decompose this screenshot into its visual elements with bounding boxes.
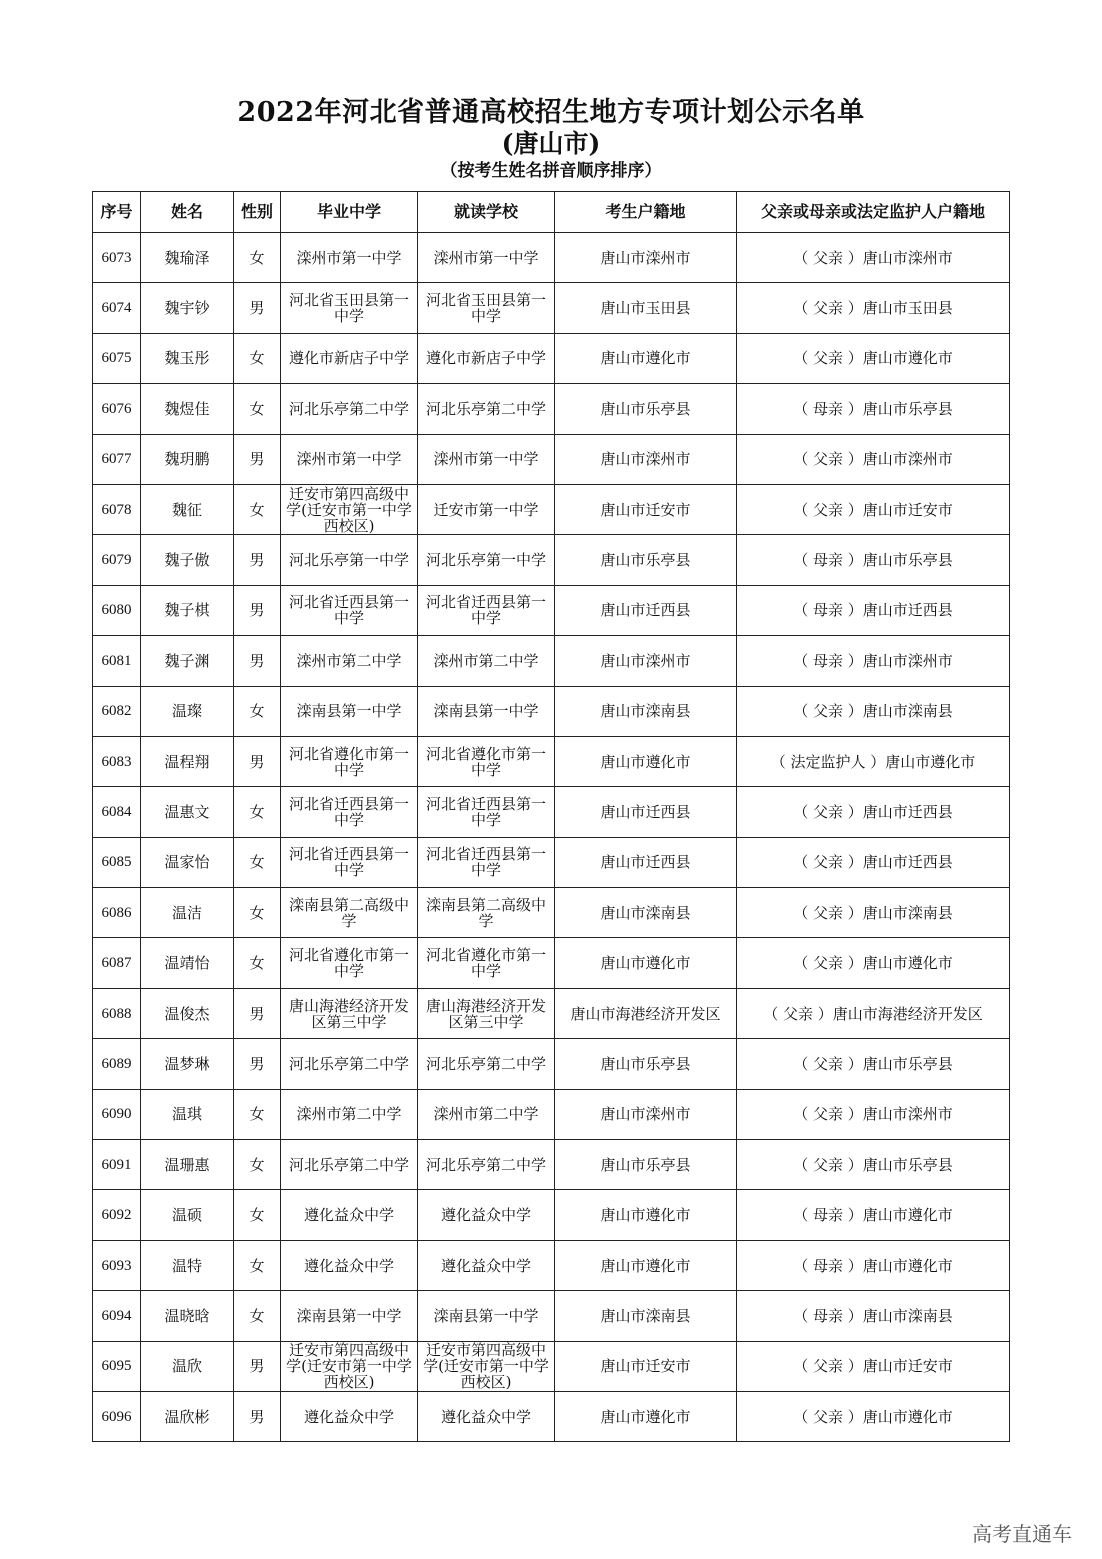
- cell-student-residence: 唐山市乐亭县: [555, 1140, 737, 1190]
- cell-gender: 女: [234, 787, 281, 837]
- cell-current-school: 遵化市新店子中学: [418, 333, 555, 383]
- cell-gender: 女: [234, 233, 281, 283]
- cell-student-residence: 唐山市海港经济开发区: [555, 988, 737, 1038]
- cell-graduation-school: 河北省迁西县第一中学: [281, 585, 418, 635]
- cell-name: 魏子傲: [141, 535, 234, 585]
- cell-guardian-residence: （ 父亲 ）唐山市滦南县: [737, 888, 1010, 938]
- cell-guardian-residence: （ 母亲 ）唐山市乐亭县: [737, 384, 1010, 434]
- table-row: [93, 1140, 1010, 1190]
- cell-index: 6078: [93, 484, 141, 534]
- cell-name: 温靖怡: [141, 938, 234, 988]
- table-row: [93, 837, 1010, 887]
- cell-current-school: 河北省迁西县第一中学: [418, 787, 555, 837]
- cell-student-residence: 唐山市迁安市: [555, 484, 737, 534]
- sort-note: （按考生姓名拼音顺序排序）: [440, 161, 662, 181]
- cell-gender: 女: [234, 938, 281, 988]
- cell-index: 6090: [93, 1089, 141, 1139]
- cell-gender: 女: [234, 1089, 281, 1139]
- cell-index: 6082: [93, 686, 141, 736]
- cell-current-school: 滦州市第一中学: [418, 233, 555, 283]
- cell-student-residence: 唐山市滦州市: [555, 1089, 737, 1139]
- cell-index: 6074: [93, 283, 141, 333]
- cell-graduation-school: 滦南县第一中学: [281, 686, 418, 736]
- cell-guardian-residence: （ 父亲 ）唐山市玉田县: [737, 283, 1010, 333]
- cell-name: 温洁: [141, 888, 234, 938]
- cell-index: 6080: [93, 585, 141, 635]
- cell-graduation-school: 河北省遵化市第一中学: [281, 736, 418, 786]
- cell-gender: 女: [234, 888, 281, 938]
- cell-graduation-school: 河北乐亭第一中学: [281, 535, 418, 585]
- cell-current-school: 遵化益众中学: [418, 1391, 555, 1441]
- cell-graduation-school: 河北省遵化市第一中学: [281, 938, 418, 988]
- cell-current-school: 滦南县第一中学: [418, 686, 555, 736]
- table-row: [93, 686, 1010, 736]
- cell-index: 6093: [93, 1240, 141, 1290]
- cell-guardian-residence: （ 父亲 ）唐山市遵化市: [737, 333, 1010, 383]
- cell-student-residence: 唐山市滦南县: [555, 686, 737, 736]
- cell-graduation-school: 滦南县第一中学: [281, 1291, 418, 1341]
- cell-student-residence: 唐山市乐亭县: [555, 384, 737, 434]
- cell-graduation-school: 河北省迁西县第一中学: [281, 837, 418, 887]
- cell-index: 6079: [93, 535, 141, 585]
- cell-gender: 男: [234, 636, 281, 686]
- cell-graduation-school: 河北省玉田县第一中学: [281, 283, 418, 333]
- cell-name: 温特: [141, 1240, 234, 1290]
- table-row: [93, 988, 1010, 1038]
- cell-guardian-residence: （ 母亲 ）唐山市遵化市: [737, 1240, 1010, 1290]
- cell-current-school: 滦州市第二中学: [418, 636, 555, 686]
- cell-student-residence: 唐山市遵化市: [555, 736, 737, 786]
- cell-index: 6091: [93, 1140, 141, 1190]
- cell-current-school: 河北乐亭第二中学: [418, 1140, 555, 1190]
- watermark-text: 高考直通车: [972, 1522, 1072, 1546]
- cell-index: 6087: [93, 938, 141, 988]
- cell-guardian-residence: （ 父亲 ）唐山市迁安市: [737, 484, 1010, 534]
- cell-student-residence: 唐山市滦州市: [555, 233, 737, 283]
- table-row: [93, 1089, 1010, 1139]
- cell-gender: 男: [234, 1341, 281, 1391]
- cell-name: 魏征: [141, 484, 234, 534]
- column-header-graduation-school: 毕业中学: [281, 192, 418, 233]
- table-row: [93, 1391, 1010, 1441]
- column-header-name: 姓名: [141, 192, 234, 233]
- cell-graduation-school: 滦州市第二中学: [281, 636, 418, 686]
- cell-guardian-residence: （ 父亲 ）唐山市遵化市: [737, 1391, 1010, 1441]
- cell-student-residence: 唐山市遵化市: [555, 1391, 737, 1441]
- table-body: [93, 233, 1010, 1442]
- column-header-student-residence: 考生户籍地: [555, 192, 737, 233]
- cell-name: 温欣彬: [141, 1391, 234, 1441]
- cell-student-residence: 唐山市滦南县: [555, 1291, 737, 1341]
- table-row: [93, 585, 1010, 635]
- table-row: [93, 283, 1010, 333]
- cell-student-residence: 唐山市迁西县: [555, 585, 737, 635]
- roster-table: [92, 191, 1010, 1442]
- cell-current-school: 滦州市第一中学: [418, 434, 555, 484]
- cell-gender: 女: [234, 1140, 281, 1190]
- cell-index: 6077: [93, 434, 141, 484]
- cell-guardian-residence: （ 父亲 ）唐山市遵化市: [737, 938, 1010, 988]
- cell-gender: 女: [234, 1190, 281, 1240]
- cell-current-school: 河北省遵化市第一中学: [418, 736, 555, 786]
- cell-graduation-school: 遵化益众中学: [281, 1190, 418, 1240]
- cell-graduation-school: 遵化益众中学: [281, 1240, 418, 1290]
- table-row: [93, 636, 1010, 686]
- cell-graduation-school: 唐山海港经济开发区第三中学: [281, 988, 418, 1038]
- cell-gender: 男: [234, 434, 281, 484]
- cell-student-residence: 唐山市乐亭县: [555, 1039, 737, 1089]
- cell-student-residence: 唐山市遵化市: [555, 1240, 737, 1290]
- cell-index: 6084: [93, 787, 141, 837]
- cell-guardian-residence: （ 母亲 ）唐山市滦州市: [737, 636, 1010, 686]
- cell-name: 魏玥鹏: [141, 434, 234, 484]
- cell-guardian-residence: （ 父亲 ）唐山市迁安市: [737, 1341, 1010, 1391]
- cell-gender: 男: [234, 1391, 281, 1441]
- cell-index: 6096: [93, 1391, 141, 1441]
- cell-name: 温珊惠: [141, 1140, 234, 1190]
- column-header-current-school: 就读学校: [418, 192, 555, 233]
- cell-current-school: 遵化益众中学: [418, 1240, 555, 1290]
- cell-guardian-residence: （ 父亲 ）唐山市滦州市: [737, 434, 1010, 484]
- cell-guardian-residence: （ 母亲 ）唐山市乐亭县: [737, 535, 1010, 585]
- table-row: [93, 938, 1010, 988]
- cell-student-residence: 唐山市遵化市: [555, 1190, 737, 1240]
- cell-guardian-residence: （ 父亲 ）唐山市乐亭县: [737, 1140, 1010, 1190]
- cell-student-residence: 唐山市乐亭县: [555, 535, 737, 585]
- cell-index: 6073: [93, 233, 141, 283]
- cell-name: 温俊杰: [141, 988, 234, 1038]
- table-row: [93, 1291, 1010, 1341]
- cell-name: 温琪: [141, 1089, 234, 1139]
- cell-student-residence: 唐山市滦州市: [555, 636, 737, 686]
- cell-name: 温惠文: [141, 787, 234, 837]
- cell-graduation-school: 迁安市第四高级中学(迁安市第一中学西校区): [281, 1341, 418, 1391]
- cell-gender: 女: [234, 686, 281, 736]
- cell-guardian-residence: （ 父亲 ）唐山市乐亭县: [737, 1039, 1010, 1089]
- table-row: [93, 484, 1010, 534]
- cell-current-school: 河北乐亭第二中学: [418, 384, 555, 434]
- cell-index: 6075: [93, 333, 141, 383]
- page-subtitle: (唐山市): [501, 129, 601, 158]
- cell-current-school: 河北省迁西县第一中学: [418, 585, 555, 635]
- table-row: [93, 233, 1010, 283]
- column-header-gender: 性别: [234, 192, 281, 233]
- cell-graduation-school: 滦州市第一中学: [281, 434, 418, 484]
- cell-student-residence: 唐山市迁安市: [555, 1341, 737, 1391]
- cell-gender: 女: [234, 1240, 281, 1290]
- cell-index: 6088: [93, 988, 141, 1038]
- cell-index: 6089: [93, 1039, 141, 1089]
- cell-current-school: 迁安市第四高级中学(迁安市第一中学西校区): [418, 1341, 555, 1391]
- table-row: [93, 888, 1010, 938]
- cell-guardian-residence: （ 法定监护人 ）唐山市遵化市: [737, 736, 1010, 786]
- page-title: 2022年河北省普通高校招生地方专项计划公示名单: [237, 97, 865, 128]
- cell-graduation-school: 遵化市新店子中学: [281, 333, 418, 383]
- table-row: [93, 384, 1010, 434]
- cell-index: 6081: [93, 636, 141, 686]
- cell-name: 温程翔: [141, 736, 234, 786]
- table-header-row: [93, 192, 1010, 233]
- cell-gender: 女: [234, 384, 281, 434]
- cell-current-school: 河北省玉田县第一中学: [418, 283, 555, 333]
- cell-current-school: 唐山海港经济开发区第三中学: [418, 988, 555, 1038]
- cell-index: 6083: [93, 736, 141, 786]
- cell-index: 6085: [93, 837, 141, 887]
- cell-student-residence: 唐山市遵化市: [555, 938, 737, 988]
- cell-index: 6092: [93, 1190, 141, 1240]
- cell-student-residence: 唐山市滦州市: [555, 434, 737, 484]
- table-row: [93, 535, 1010, 585]
- table-row: [93, 1039, 1010, 1089]
- table-row: [93, 333, 1010, 383]
- cell-guardian-residence: （ 父亲 ）唐山市滦南县: [737, 686, 1010, 736]
- cell-name: 魏子棋: [141, 585, 234, 635]
- cell-current-school: 滦南县第二高级中学: [418, 888, 555, 938]
- cell-name: 温璨: [141, 686, 234, 736]
- cell-guardian-residence: （ 母亲 ）唐山市遵化市: [737, 1190, 1010, 1240]
- cell-graduation-school: 滦州市第二中学: [281, 1089, 418, 1139]
- cell-gender: 男: [234, 283, 281, 333]
- cell-name: 温硕: [141, 1190, 234, 1240]
- column-header-guardian-residence: 父亲或母亲或法定监护人户籍地: [737, 192, 1010, 233]
- cell-guardian-residence: （ 父亲 ）唐山市滦州市: [737, 233, 1010, 283]
- cell-name: 温欣: [141, 1341, 234, 1391]
- cell-gender: 男: [234, 736, 281, 786]
- cell-current-school: 滦州市第二中学: [418, 1089, 555, 1139]
- cell-student-residence: 唐山市滦南县: [555, 888, 737, 938]
- cell-name: 魏玉彤: [141, 333, 234, 383]
- cell-guardian-residence: （ 母亲 ）唐山市迁西县: [737, 585, 1010, 635]
- cell-current-school: 遵化益众中学: [418, 1190, 555, 1240]
- cell-current-school: 河北省迁西县第一中学: [418, 837, 555, 887]
- table-row: [93, 434, 1010, 484]
- cell-gender: 女: [234, 837, 281, 887]
- cell-graduation-school: 河北省迁西县第一中学: [281, 787, 418, 837]
- table-row: [93, 787, 1010, 837]
- cell-guardian-residence: （ 母亲 ）唐山市滦南县: [737, 1291, 1010, 1341]
- cell-name: 温家怡: [141, 837, 234, 887]
- cell-student-residence: 唐山市遵化市: [555, 333, 737, 383]
- cell-graduation-school: 河北乐亭第二中学: [281, 384, 418, 434]
- cell-current-school: 迁安市第一中学: [418, 484, 555, 534]
- cell-student-residence: 唐山市迁西县: [555, 787, 737, 837]
- cell-guardian-residence: （ 父亲 ）唐山市海港经济开发区: [737, 988, 1010, 1038]
- cell-gender: 女: [234, 1291, 281, 1341]
- cell-name: 魏子渊: [141, 636, 234, 686]
- table-row: [93, 1341, 1010, 1391]
- cell-graduation-school: 河北乐亭第二中学: [281, 1039, 418, 1089]
- cell-gender: 女: [234, 484, 281, 534]
- cell-graduation-school: 滦州市第一中学: [281, 233, 418, 283]
- cell-gender: 男: [234, 988, 281, 1038]
- cell-index: 6076: [93, 384, 141, 434]
- cell-current-school: 滦南县第一中学: [418, 1291, 555, 1341]
- cell-name: 魏瑜泽: [141, 233, 234, 283]
- table-row: [93, 1240, 1010, 1290]
- table-row: [93, 1190, 1010, 1240]
- table-row: [93, 736, 1010, 786]
- cell-guardian-residence: （ 父亲 ）唐山市迁西县: [737, 787, 1010, 837]
- cell-graduation-school: 迁安市第四高级中学(迁安市第一中学西校区): [281, 484, 418, 534]
- cell-current-school: 河北乐亭第二中学: [418, 1039, 555, 1089]
- cell-gender: 男: [234, 1039, 281, 1089]
- cell-name: 魏宇钞: [141, 283, 234, 333]
- cell-name: 温晓晗: [141, 1291, 234, 1341]
- cell-graduation-school: 滦南县第二高级中学: [281, 888, 418, 938]
- cell-name: 魏煜佳: [141, 384, 234, 434]
- cell-current-school: 河北乐亭第一中学: [418, 535, 555, 585]
- cell-graduation-school: 遵化益众中学: [281, 1391, 418, 1441]
- cell-guardian-residence: （ 父亲 ）唐山市迁西县: [737, 837, 1010, 887]
- cell-current-school: 河北省遵化市第一中学: [418, 938, 555, 988]
- column-header-index: 序号: [93, 192, 141, 233]
- cell-name: 温梦琳: [141, 1039, 234, 1089]
- cell-student-residence: 唐山市迁西县: [555, 837, 737, 887]
- cell-student-residence: 唐山市玉田县: [555, 283, 737, 333]
- cell-index: 6094: [93, 1291, 141, 1341]
- cell-gender: 男: [234, 535, 281, 585]
- cell-graduation-school: 河北乐亭第二中学: [281, 1140, 418, 1190]
- cell-gender: 女: [234, 333, 281, 383]
- cell-gender: 男: [234, 585, 281, 635]
- cell-guardian-residence: （ 父亲 ）唐山市滦州市: [737, 1089, 1010, 1139]
- cell-index: 6086: [93, 888, 141, 938]
- cell-index: 6095: [93, 1341, 141, 1391]
